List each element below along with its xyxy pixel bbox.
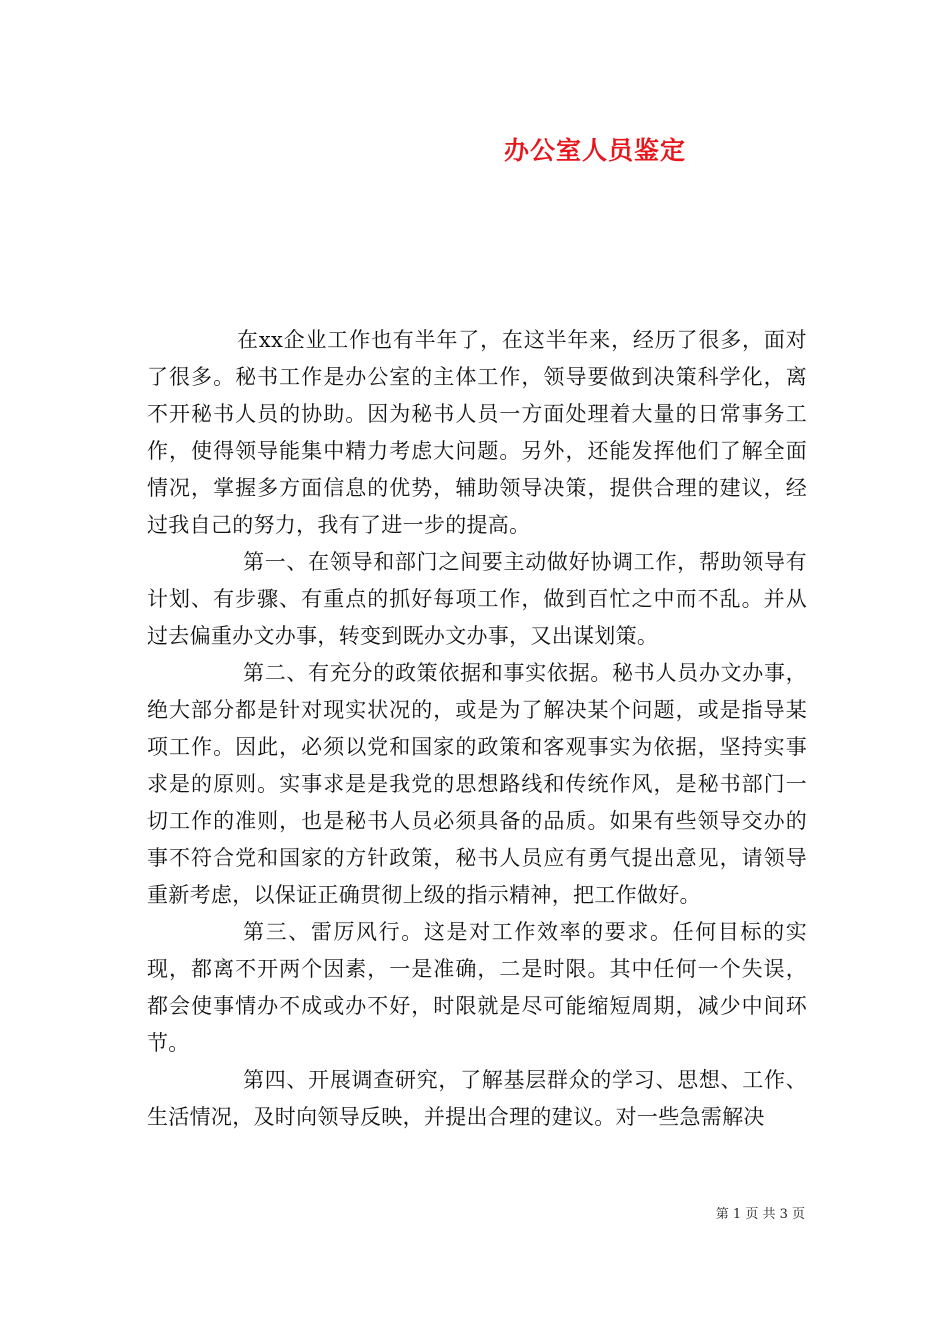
paragraph-intro: 在xx企业工作也有半年了，在这半年来，经历了很多，面对了很多。秘书工作是办公室的主体工作，领导要做到决策科学化，离不开秘书人员的协助。因为秘书人员一方面处理着大量的日常事务工作，使得领导能集中精力考虑大问题。另外，还能发挥他们了解全面情况，掌握多方面信息的优势，辅助领导决策，提供合理的建议，经过我自己的努力，我有了进一步的提高。 xyxy=(147,328,807,537)
page-number: 第 1 页 共 3 页 xyxy=(715,1207,805,1222)
paragraph-point-3: 第三、雷厉风行。这是对工作效率的要求。任何目标的实现，都离不开两个因素，一是准确，二是时限。其中任何一个失误，都会使事情办不成或办不好，时限就是尽可能缩短周期，减少中间环节。 xyxy=(147,920,807,1055)
paragraph-point-4: 第四、开展调查研究，了解基层群众的学习、思想、工作、生活情况，及时向领导反映，并提出合理的建议。对一些急需解决 xyxy=(147,1068,807,1129)
document-title: 办公室人员鉴定 xyxy=(503,136,686,165)
paragraph-point-2: 第二、有充分的政策依据和事实依据。秘书人员办文办事，绝大部分都是针对现实状况的，或是为了解决某个问题，或是指导某项工作。因此，必须以党和国家的政策和客观事实为依据，坚持实事求是的原则。实事求是是我党的思想路线和传统作风，是秘书部门一切工作的准则，也是秘书人员必须具备的品质。如果有些领导交办的事不符合党和国家的方针政策，秘书人员应有勇气提出意见，请领导重新考虑，以保证正确贯彻上级的指示精神，把工作做好。 xyxy=(147,661,807,907)
document-body xyxy=(147,322,807,1136)
paragraph-point-1: 第一、在领导和部门之间要主动做好协调工作，帮助领导有计划、有步骤、有重点的抓好每项工作，做到百忙之中而不乱。并从过去偏重办文办事，转变到既办文办事，又出谋划策。 xyxy=(147,550,807,648)
